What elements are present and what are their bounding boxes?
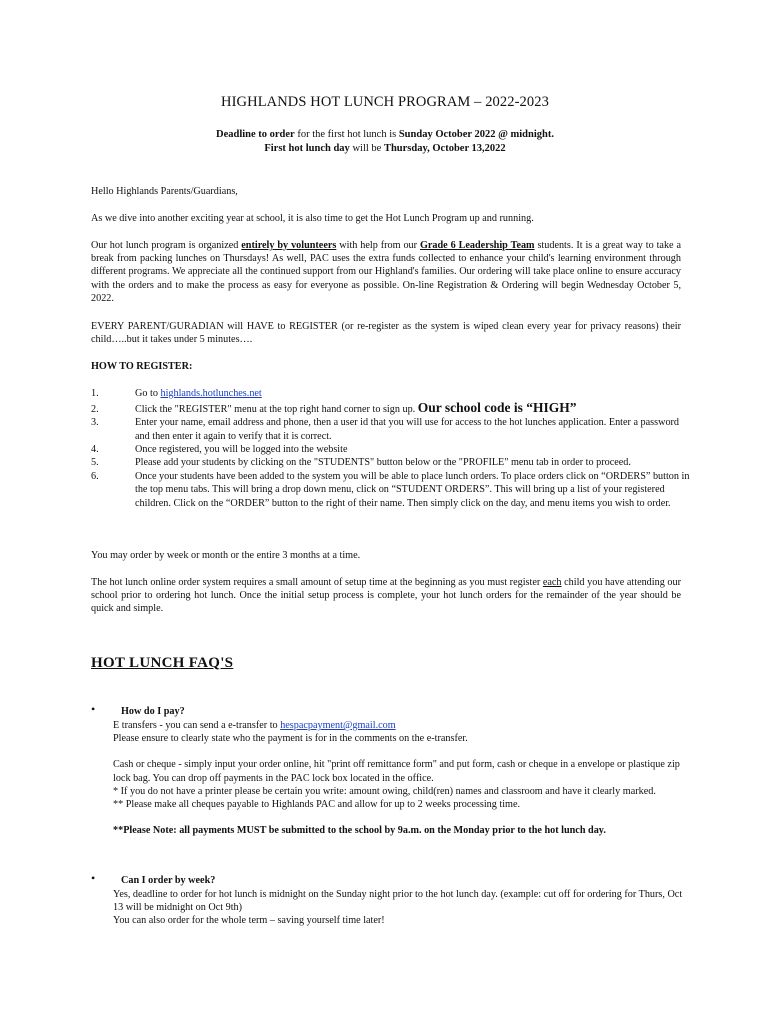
- step-number: 5.: [91, 457, 99, 469]
- order-frequency: You may order by week or month or the entire 3 months at a time.: [91, 550, 361, 561]
- first-day-label: First hot lunch day: [264, 143, 350, 154]
- payment-email-link[interactable]: hespacpayment@gmail.com: [280, 720, 396, 731]
- hotlunches-link[interactable]: highlands.hotlunches.net: [160, 388, 262, 399]
- school-code: Our school code is “HIGH”: [417, 400, 577, 416]
- etransfer-text: E transfers - you can send a e-transfer to: [113, 720, 281, 731]
- step-text: Go to: [135, 388, 161, 399]
- intro-paragraph: As we dive into another exciting year at school, it is also time to get the Hot Lunch Program up and running.: [91, 213, 534, 224]
- program-text-3: students. It is a great way to take a break from packing lunches on Thursdays! As well, PAC uses the extra funds collected to enhance your child's learning environment through different programs. We appreciate all the continued support from our Highland's families. Our ordering will take place online to ensure accuracy with the orders and to make the process as easy for everyone as possible. On-line Registration & Ordering will begin Wednesday October 5, 2022.: [91, 240, 682, 304]
- no-printer-text: * If you do not have a printer please be certain you write: amount owing, child(ren) names and classroom and have it clearly marked.: [113, 785, 656, 797]
- greeting: Hello Highlands Parents/Guardians,: [91, 186, 238, 197]
- etransfer-line: [113, 719, 683, 732]
- whole-term-text: You can also order for the whole term – saving yourself time later!: [113, 915, 385, 927]
- payment-deadline-note: **Please Note: all payments MUST be submitted to the school by 9a.m. on the Monday prior to the hot lunch day.: [113, 825, 606, 837]
- faq-answer-weekly: [113, 888, 683, 928]
- step-item: [91, 387, 691, 400]
- step-number: 3.: [91, 417, 99, 429]
- step-text: Once your students have been added to the system you will be able to place lunch orders. To place orders click on “ORDERS” button in the top menu tabs. This will bring a drop down menu, click on “STUDENT ORDERS”. This will bring up a list of your registered children. Click on the “ORDER” button to the right of their name. Then simply click on the day, and menu items you wish to order.: [135, 471, 690, 509]
- register-note: EVERY PARENT/GURADIAN will HAVE to REGISTER (or re-register as the system is wiped clean every year for privacy reasons) their child…..but it takes under 5 minutes….: [91, 321, 681, 346]
- deadline-line: [0, 129, 770, 140]
- first-day-mid: will be: [349, 143, 384, 154]
- step-text: Click the "REGISTER" menu at the top right hand corner to sign up.: [135, 404, 418, 416]
- deadline-mid: for the first hot lunch is: [294, 129, 399, 140]
- deadline-label: Deadline to order: [215, 129, 295, 140]
- step-text: Enter your name, email address and phone, then a user id that you will use for access to the hot lunches application. Enter a password and then enter it again to verify that it is correct.: [135, 417, 680, 442]
- page-title: HIGHLANDS HOT LUNCH PROGRAM – 2022-2023: [221, 94, 549, 110]
- registration-steps: [91, 387, 691, 510]
- setup-text-1: The hot lunch online order system requires a small amount of setup time at the beginning as you must register: [91, 577, 543, 588]
- faq-heading: HOT LUNCH FAQ'S: [91, 655, 234, 671]
- bullet-icon: •: [91, 702, 96, 716]
- step-number: 6.: [91, 471, 99, 483]
- faq-question-payment: How do I pay?: [121, 706, 185, 717]
- each-emphasis: each: [542, 577, 562, 588]
- faq-question-weekly: Can I order by week?: [121, 875, 216, 886]
- step-item: [91, 416, 691, 442]
- setup-paragraph: [91, 576, 681, 616]
- step-item: [91, 470, 691, 510]
- step-text: Please add your students by clicking on the "STUDENTS" button below or the "PROFILE" menu tab in order to proceed.: [135, 457, 631, 469]
- cash-cheque-text: Cash or cheque - simply input your order online, hit "print off remittance form" and put form, cash or cheque in a envelope or plastique zip lock bag. You can drop off payments in the PAC lock box located in the office.: [113, 759, 680, 784]
- cheques-payable-text: ** Please make all cheques payable to Highlands PAC and allow for up to 2 weeks processing time.: [113, 799, 521, 811]
- program-paragraph: [91, 239, 681, 305]
- leadership-team-emphasis: Grade 6 Leadership Team: [419, 240, 535, 251]
- step-number: 1.: [91, 388, 99, 399]
- step-number: 2.: [91, 404, 99, 416]
- step-item: [91, 456, 691, 469]
- step-number: 4.: [91, 443, 99, 455]
- step-item: [91, 401, 691, 416]
- bullet-icon: •: [91, 871, 96, 885]
- program-text-2: with help from our: [336, 240, 420, 251]
- etransfer-note: Please ensure to clearly state who the payment is for in the comments on the e-transfer.: [113, 733, 468, 745]
- first-day-date: Thursday, October 13,2022: [383, 143, 506, 154]
- weekly-deadline-text: Yes, deadline to order for hot lunch is midnight on the Sunday night prior to the hot lunch day. (example: cut off for ordering for Thurs, Oct 13 will be midnight on Oct 9th): [113, 889, 683, 914]
- step-text: Once registered, you will be logged into the website: [135, 443, 348, 455]
- setup-text-2: child you have attending our school prior to ordering hot lunch. Once the initial setup process is complete, your hot lunch orders for the remainder of the year should be quick and simple.: [91, 577, 681, 615]
- step-item: [91, 443, 691, 456]
- program-text-1: Our hot lunch program is organized: [91, 240, 242, 251]
- how-to-register-heading: HOW TO REGISTER:: [91, 361, 193, 372]
- volunteers-emphasis: entirely by volunteers: [241, 240, 337, 251]
- first-day-line: [0, 143, 770, 154]
- faq-answer-payment: [113, 719, 683, 837]
- deadline-date: Sunday October 2022 @ midnight.: [398, 129, 554, 140]
